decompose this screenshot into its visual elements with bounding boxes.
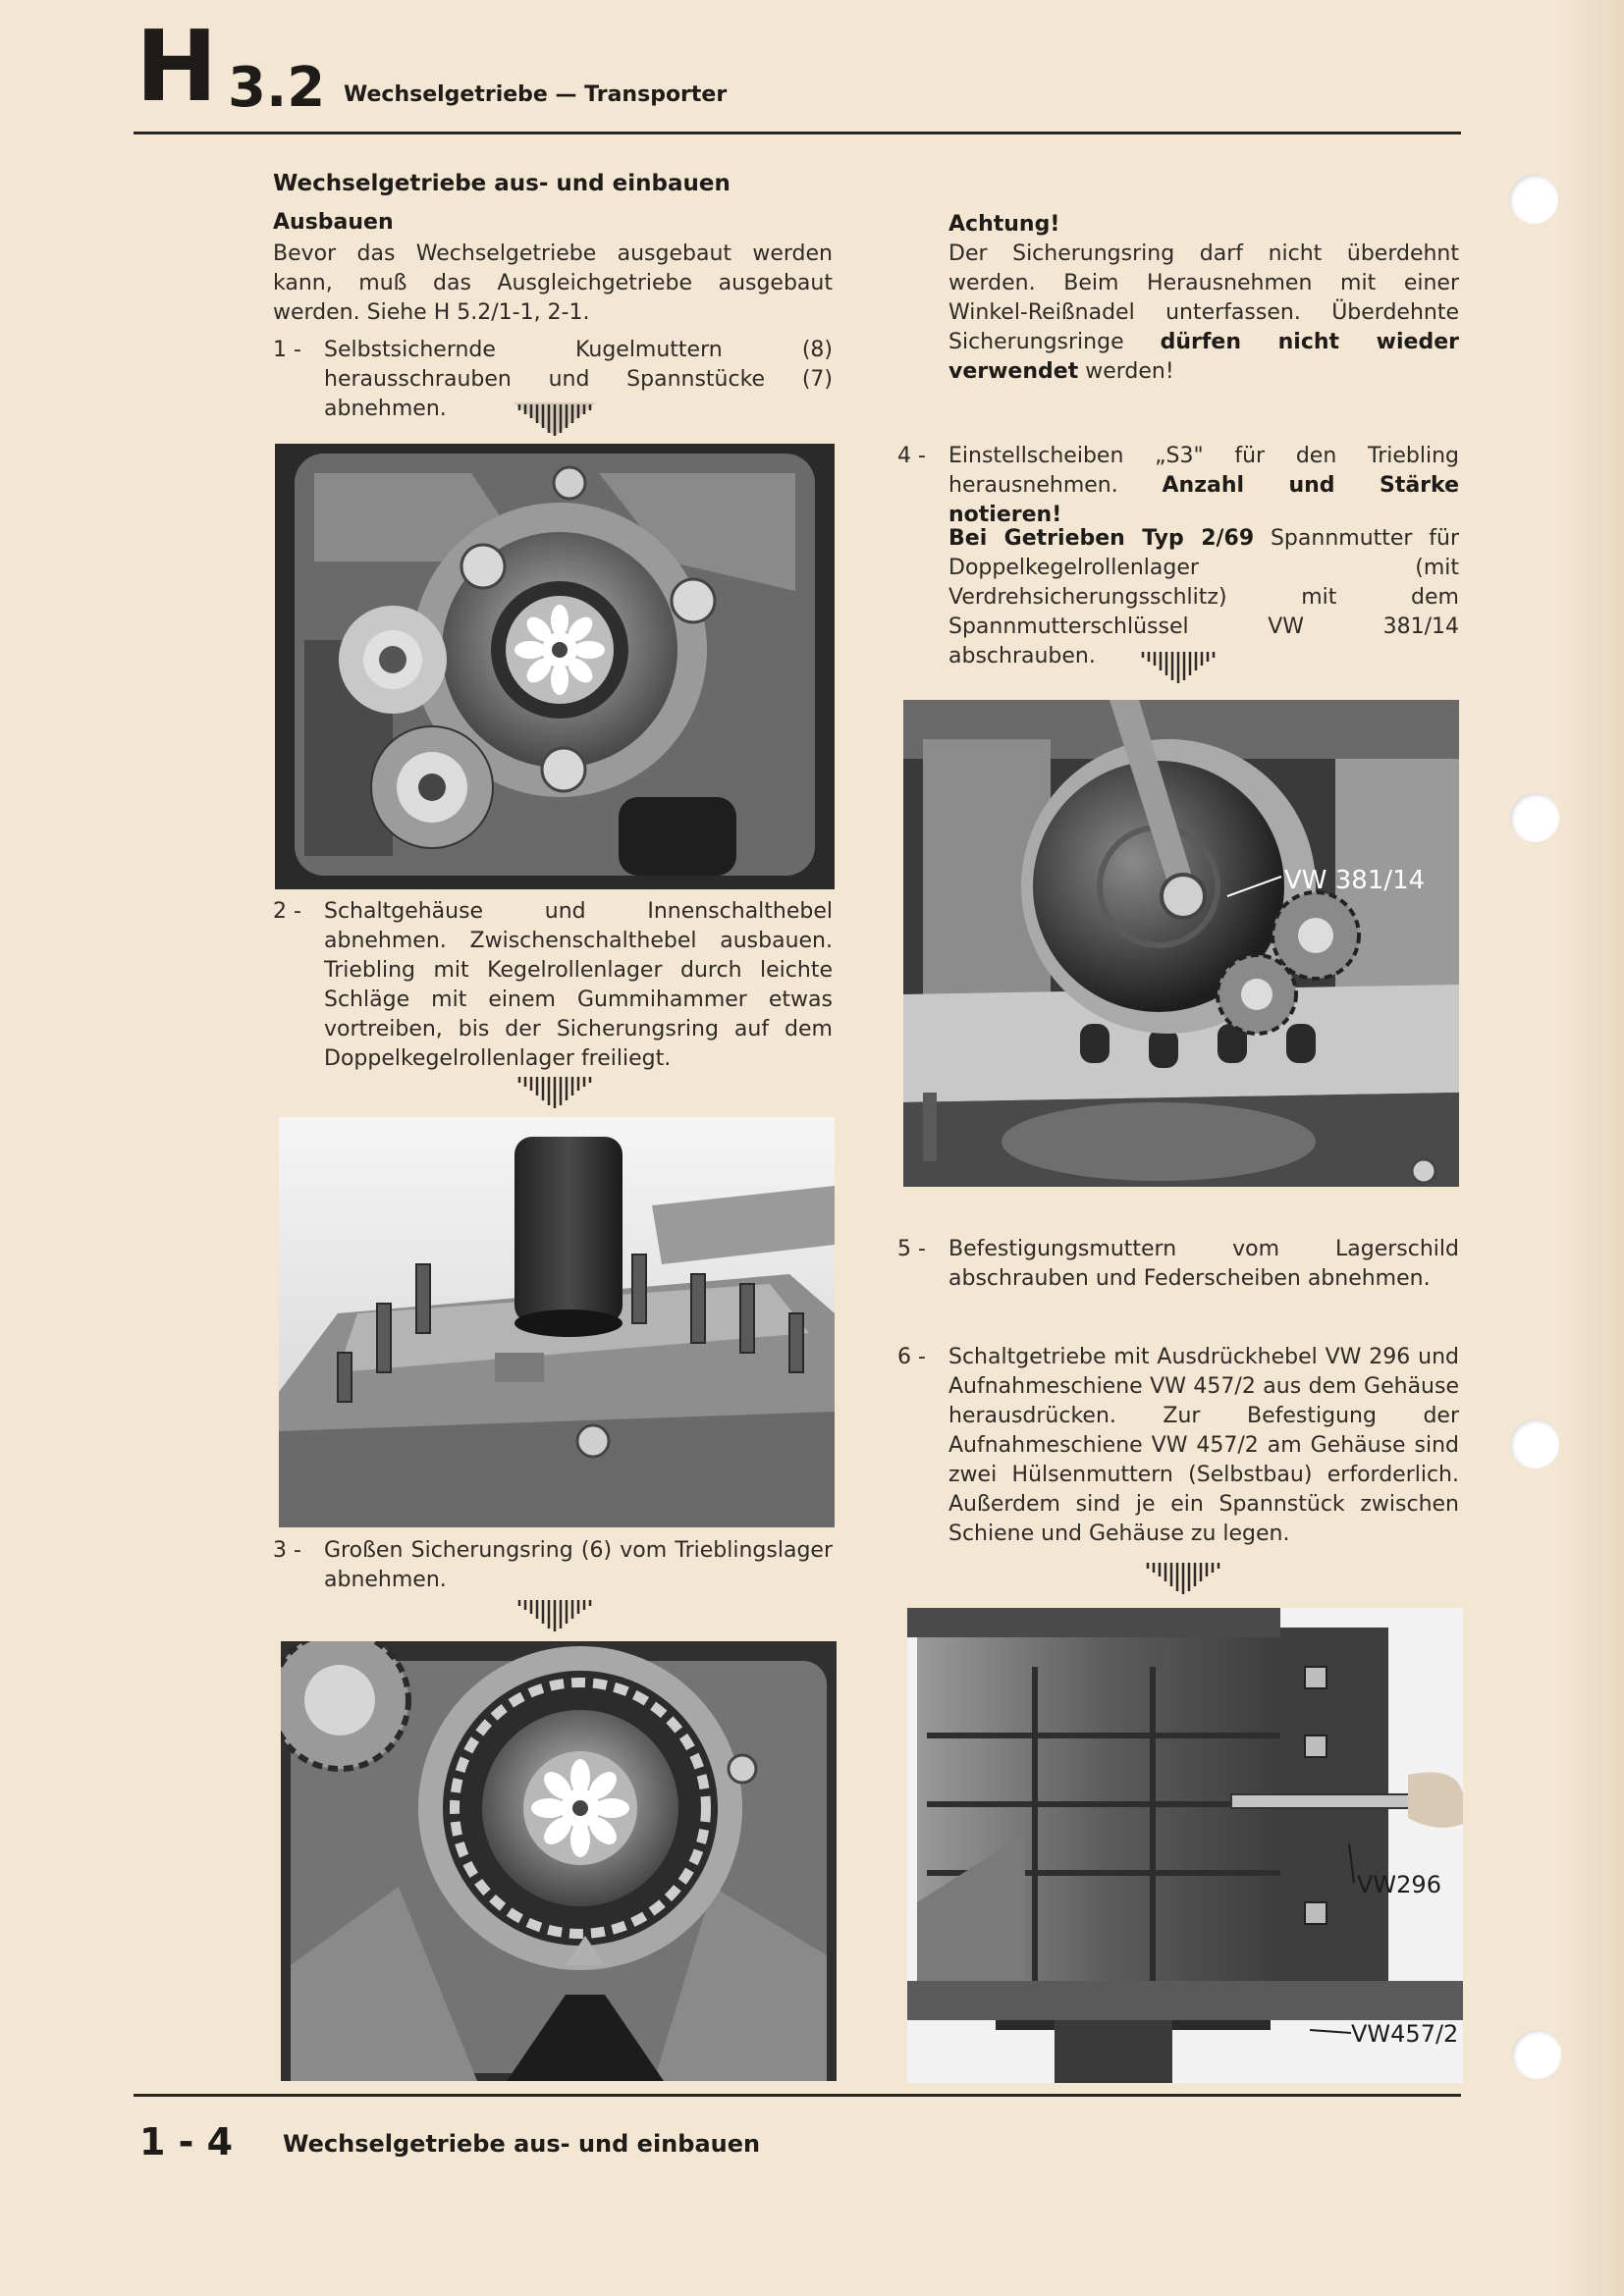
step-1-text: Selbstsichernde Kugelmuttern (8) herausschrauben und Spannstücke (7) abnehmen. — [324, 338, 833, 421]
header-rule — [134, 132, 1461, 134]
intro-block — [273, 169, 833, 424]
step-5-text: Befestigungsmuttern vom Lagerschild abschrauben und Federscheiben abnehmen. — [948, 1237, 1459, 1291]
sub-heading: Ausbauen — [273, 210, 394, 235]
down-arrow-icon — [506, 1075, 604, 1110]
step-3 — [273, 1536, 833, 1595]
step-2 — [273, 897, 833, 1074]
step-5 — [897, 1235, 1459, 1294]
section-letter: H — [135, 9, 218, 124]
step-3-text: Großen Sicherungsring (6) vom Trieblingslager abnehmen. — [324, 1538, 833, 1592]
label-vw457-2: VW457/2 — [1351, 2020, 1459, 2048]
step-2-block — [273, 897, 833, 1074]
intro-text: Bevor das Wechselgetriebe ausgebaut werden kann, muß das Ausgleichgetriebe ausgebaut werden. Siehe H 5.2/1-1, 2-1. — [273, 241, 833, 325]
step-4-number: 4 - — [897, 444, 926, 468]
step-2-number: 2 - — [273, 899, 301, 924]
label-vw-381-14: VW 381/14 — [1284, 866, 1426, 895]
step-6 — [897, 1343, 1459, 1549]
page-edge-shadow — [1555, 0, 1624, 2296]
attention-title: Achtung! — [948, 212, 1060, 237]
section-title: Wechselgetriebe — Transporter — [344, 82, 728, 107]
section-number: 3.2 — [228, 56, 326, 120]
label-vw296: VW296 — [1357, 1871, 1441, 1898]
step-5-block — [897, 1235, 1459, 1294]
photo-sicherungsring — [281, 1641, 837, 2081]
punch-hole — [1510, 793, 1559, 842]
step-2-text: Schaltgehäuse und Innenschalthebel abnehmen. Zwischenschalthebel ausbauen. Triebling mit Kegelrollenlager durch leichte Schläge mit einem Gummihammer etwas vortreiben, bis der Sicherungsring auf dem Doppelkegelrollenlager freiliegt. — [324, 899, 833, 1071]
punch-hole — [1512, 2030, 1561, 2079]
step-3-number: 3 - — [273, 1538, 301, 1563]
down-arrow-icon — [1129, 650, 1227, 685]
footer-rule — [134, 2094, 1461, 2097]
photo-ausdrueckhebel — [907, 1608, 1463, 2083]
down-arrow-icon — [506, 1598, 604, 1633]
step-6-number: 6 - — [897, 1345, 926, 1369]
attention-block — [948, 210, 1459, 387]
punch-hole — [1510, 1419, 1559, 1468]
photo-gearbox-housing-kugelmuttern — [275, 444, 835, 889]
attention-text: Der Sicherungsring darf nicht überdehnt werden. Beim Herausnehmen mit einer Winkel-Reißnadel unterfassen. Überdehnte Sicherungsringe dürfen nicht wieder verwendet werden! — [948, 241, 1459, 384]
step-4-block — [897, 442, 1459, 530]
main-heading: Wechselgetriebe aus- und einbauen — [273, 171, 731, 196]
step-6-block — [897, 1343, 1459, 1549]
footer-title: Wechselgetriebe aus- und einbauen — [283, 2130, 761, 2158]
step-4-text: Einstellscheiben „S3" für den Triebling herausnehmen. Anzahl und Stärke notieren! — [948, 444, 1459, 527]
type-note-text: Bei Getrieben Typ 2/69 Spannmutter für Doppelkegelrollenlager (mit Verdrehsicherungsschlitz) mit dem Spannmutterschlüssel VW 381/14 abschrauben. — [948, 526, 1459, 668]
step-3-block — [273, 1536, 833, 1595]
photo-spannmutterschluessel — [903, 700, 1459, 1187]
step-6-text: Schaltgetriebe mit Ausdrückhebel VW 296 und Aufnahmeschiene VW 457/2 aus dem Gehäuse herausdrücken. Zur Befestigung der Aufnahmeschiene VW 457/2 am Gehäuse sind zwei Hülsenmuttern (Selbstbau) erforderlich. Außerdem sind je ein Spannstück zwischen Schiene und Gehäuse zu legen. — [948, 1345, 1459, 1546]
down-arrow-icon — [1134, 1561, 1232, 1596]
photo-rubber-hammer — [279, 1117, 835, 1527]
step-4 — [897, 442, 1459, 530]
punch-hole — [1509, 175, 1558, 224]
page-number: 1 - 4 — [139, 2120, 234, 2163]
step-1-number: 1 - — [273, 338, 301, 362]
down-arrow-icon — [506, 402, 604, 438]
step-5-number: 5 - — [897, 1237, 926, 1261]
